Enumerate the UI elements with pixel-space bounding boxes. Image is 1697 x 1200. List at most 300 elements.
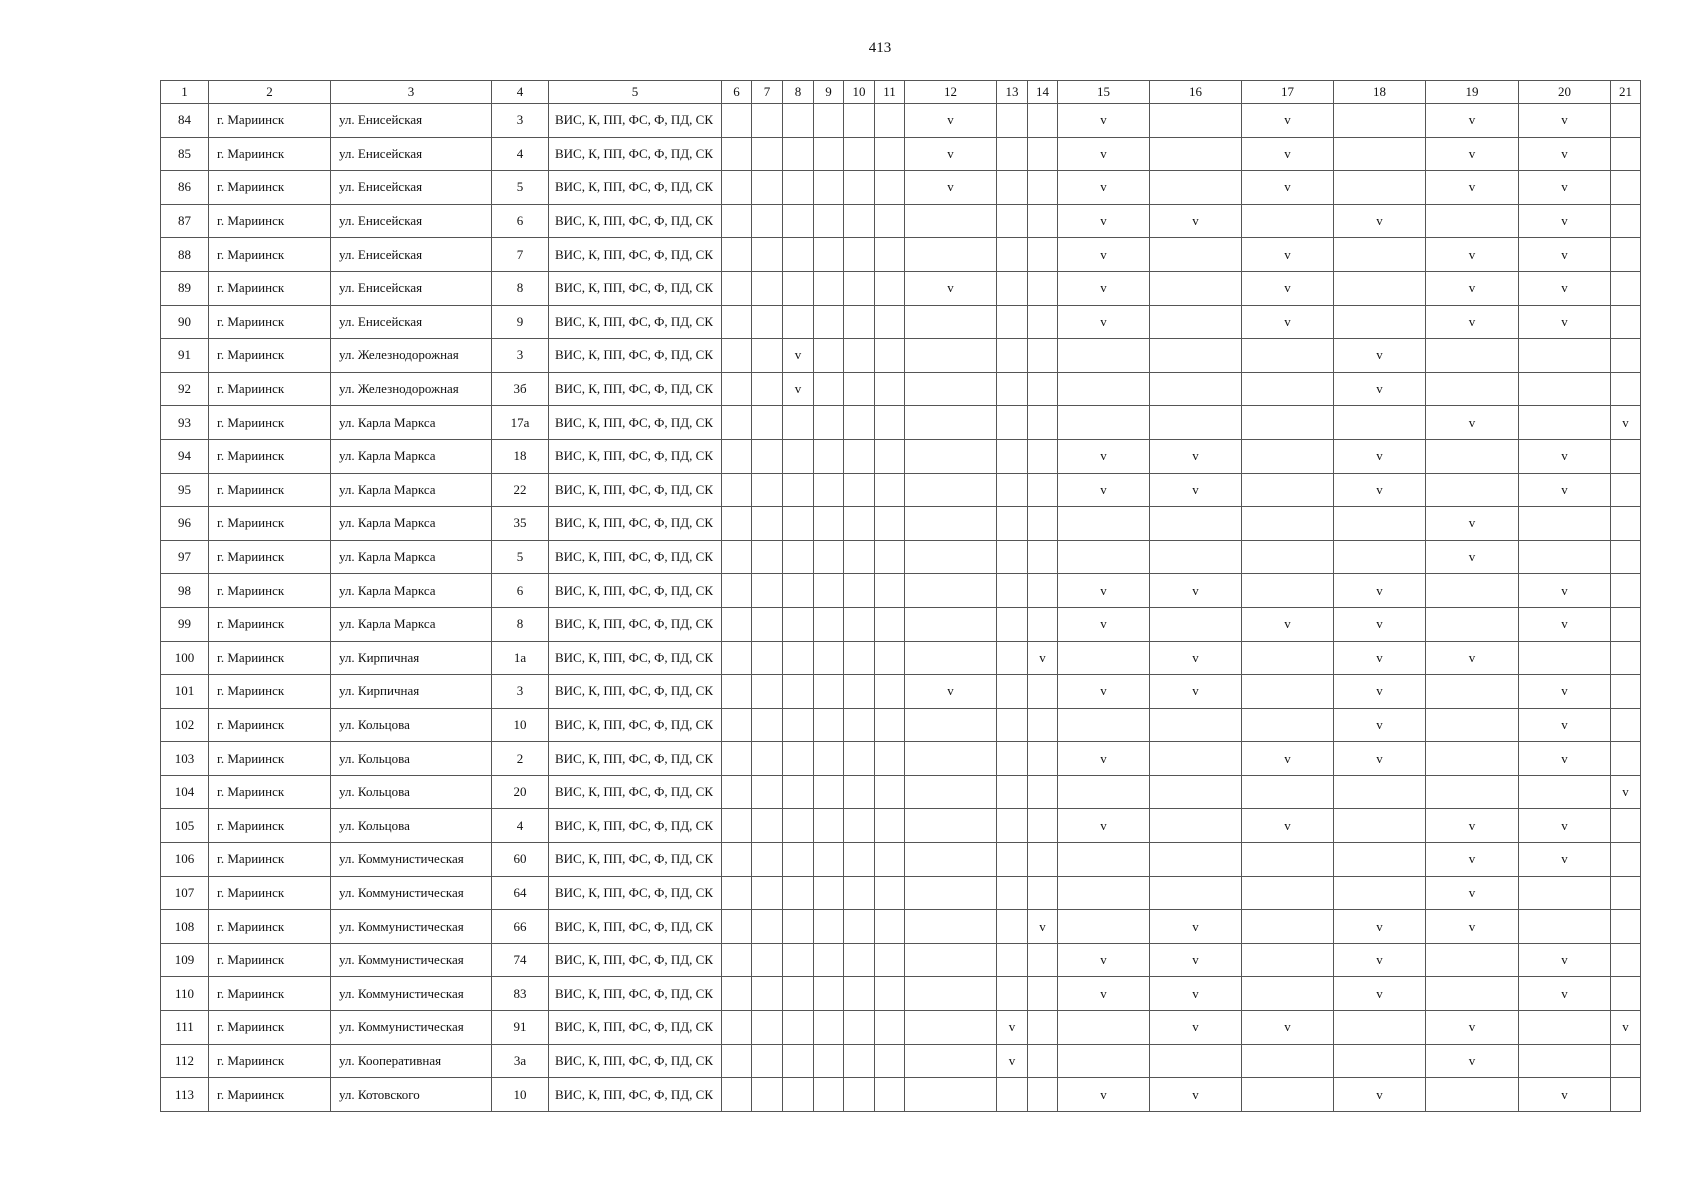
empty-cell <box>1242 1044 1334 1078</box>
empty-cell <box>783 742 814 776</box>
empty-cell <box>844 809 875 843</box>
house-number-cell: 3 <box>492 339 549 373</box>
table-row <box>161 977 1641 1011</box>
street-cell: ул. Кольцова <box>331 809 492 843</box>
empty-cell <box>1611 607 1641 641</box>
empty-cell <box>905 372 997 406</box>
empty-cell <box>875 876 905 910</box>
empty-cell <box>1334 406 1426 440</box>
house-number-cell: 3б <box>492 372 549 406</box>
empty-cell <box>1611 271 1641 305</box>
empty-cell <box>722 809 752 843</box>
empty-cell <box>1028 574 1058 608</box>
check-mark-cell: v <box>1334 708 1426 742</box>
city-cell: г. Мариинск <box>209 1044 331 1078</box>
empty-cell <box>1611 809 1641 843</box>
row-number-cell: 84 <box>161 104 209 138</box>
empty-cell <box>1150 238 1242 272</box>
empty-cell <box>1611 137 1641 171</box>
empty-cell <box>997 171 1028 205</box>
table-row <box>161 271 1641 305</box>
check-mark-cell: v <box>905 675 997 709</box>
empty-cell <box>875 809 905 843</box>
table-row <box>161 473 1641 507</box>
column-header: 9 <box>814 81 844 104</box>
empty-cell <box>1058 507 1150 541</box>
work-types-cell: ВИС, К, ПП, ФС, Ф, ПД, СК <box>549 910 722 944</box>
empty-cell <box>997 540 1028 574</box>
city-cell: г. Мариинск <box>209 339 331 373</box>
work-types-cell: ВИС, К, ПП, ФС, Ф, ПД, СК <box>549 775 722 809</box>
check-mark-cell: v <box>1150 641 1242 675</box>
empty-cell <box>875 540 905 574</box>
empty-cell <box>814 607 844 641</box>
check-mark-cell: v <box>1334 574 1426 608</box>
check-mark-cell: v <box>997 1044 1028 1078</box>
column-header: 17 <box>1242 81 1334 104</box>
empty-cell <box>783 406 814 440</box>
empty-cell <box>722 910 752 944</box>
empty-cell <box>875 171 905 205</box>
city-cell: г. Мариинск <box>209 775 331 809</box>
check-mark-cell: v <box>1058 171 1150 205</box>
empty-cell <box>1028 439 1058 473</box>
check-mark-cell: v <box>1519 204 1611 238</box>
check-mark-cell: v <box>1150 977 1242 1011</box>
empty-cell <box>1058 641 1150 675</box>
empty-cell <box>1150 775 1242 809</box>
table-row <box>161 406 1641 440</box>
empty-cell <box>814 910 844 944</box>
column-header: 7 <box>752 81 783 104</box>
city-cell: г. Мариинск <box>209 641 331 675</box>
empty-cell <box>1611 943 1641 977</box>
empty-cell <box>1611 977 1641 1011</box>
city-cell: г. Мариинск <box>209 204 331 238</box>
empty-cell <box>752 238 783 272</box>
work-types-cell: ВИС, К, ПП, ФС, Ф, ПД, СК <box>549 104 722 138</box>
house-number-cell: 22 <box>492 473 549 507</box>
empty-cell <box>722 204 752 238</box>
empty-cell <box>1150 305 1242 339</box>
empty-cell <box>722 977 752 1011</box>
row-number-cell: 108 <box>161 910 209 944</box>
check-mark-cell: v <box>1426 843 1519 877</box>
check-mark-cell: v <box>1058 137 1150 171</box>
work-types-cell: ВИС, К, ПП, ФС, Ф, ПД, СК <box>549 708 722 742</box>
check-mark-cell: v <box>1242 271 1334 305</box>
table-row <box>161 540 1641 574</box>
check-mark-cell: v <box>1334 943 1426 977</box>
empty-cell <box>814 406 844 440</box>
empty-cell <box>814 137 844 171</box>
check-mark-cell: v <box>1426 876 1519 910</box>
column-header: 12 <box>905 81 997 104</box>
check-mark-cell: v <box>1150 943 1242 977</box>
row-number-cell: 90 <box>161 305 209 339</box>
empty-cell <box>814 104 844 138</box>
house-number-cell: 6 <box>492 574 549 608</box>
empty-cell <box>814 843 844 877</box>
check-mark-cell: v <box>1058 977 1150 1011</box>
empty-cell <box>997 238 1028 272</box>
check-mark-cell: v <box>1058 204 1150 238</box>
empty-cell <box>844 171 875 205</box>
check-mark-cell: v <box>1519 271 1611 305</box>
empty-cell <box>783 775 814 809</box>
city-cell: г. Мариинск <box>209 137 331 171</box>
empty-cell <box>905 238 997 272</box>
empty-cell <box>1150 104 1242 138</box>
empty-cell <box>844 305 875 339</box>
empty-cell <box>875 910 905 944</box>
work-types-cell: ВИС, К, ПП, ФС, Ф, ПД, СК <box>549 1044 722 1078</box>
street-cell: ул. Енисейская <box>331 104 492 138</box>
column-header: 5 <box>549 81 722 104</box>
empty-cell <box>905 473 997 507</box>
check-mark-cell: v <box>1519 439 1611 473</box>
house-number-cell: 35 <box>492 507 549 541</box>
empty-cell <box>905 204 997 238</box>
empty-cell <box>844 641 875 675</box>
empty-cell <box>905 439 997 473</box>
check-mark-cell: v <box>1334 910 1426 944</box>
empty-cell <box>875 675 905 709</box>
empty-cell <box>905 809 997 843</box>
city-cell: г. Мариинск <box>209 708 331 742</box>
empty-cell <box>1426 943 1519 977</box>
table-row <box>161 675 1641 709</box>
empty-cell <box>875 204 905 238</box>
street-cell: ул. Карла Маркса <box>331 574 492 608</box>
check-mark-cell: v <box>1058 574 1150 608</box>
empty-cell <box>905 943 997 977</box>
house-number-cell: 5 <box>492 171 549 205</box>
check-mark-cell: v <box>1150 439 1242 473</box>
empty-cell <box>1611 843 1641 877</box>
house-number-cell: 20 <box>492 775 549 809</box>
empty-cell <box>1519 507 1611 541</box>
column-header: 1 <box>161 81 209 104</box>
check-mark-cell: v <box>1058 439 1150 473</box>
empty-cell <box>722 104 752 138</box>
work-types-cell: ВИС, К, ПП, ФС, Ф, ПД, СК <box>549 1078 722 1112</box>
check-mark-cell: v <box>1519 473 1611 507</box>
empty-cell <box>997 104 1028 138</box>
empty-cell <box>722 876 752 910</box>
empty-cell <box>1242 775 1334 809</box>
work-types-cell: ВИС, К, ПП, ФС, Ф, ПД, СК <box>549 977 722 1011</box>
header-row <box>161 81 1641 104</box>
check-mark-cell: v <box>1519 977 1611 1011</box>
city-cell: г. Мариинск <box>209 104 331 138</box>
empty-cell <box>722 271 752 305</box>
empty-cell <box>752 910 783 944</box>
empty-cell <box>722 473 752 507</box>
check-mark-cell: v <box>1519 708 1611 742</box>
street-cell: ул. Железнодорожная <box>331 372 492 406</box>
table-row <box>161 607 1641 641</box>
check-mark-cell: v <box>1519 574 1611 608</box>
column-header: 19 <box>1426 81 1519 104</box>
column-header: 3 <box>331 81 492 104</box>
empty-cell <box>1242 843 1334 877</box>
empty-cell <box>1426 708 1519 742</box>
street-cell: ул. Енисейская <box>331 271 492 305</box>
empty-cell <box>844 775 875 809</box>
empty-cell <box>875 372 905 406</box>
empty-cell <box>783 540 814 574</box>
row-number-cell: 91 <box>161 339 209 373</box>
empty-cell <box>814 876 844 910</box>
empty-cell <box>1242 372 1334 406</box>
empty-cell <box>783 607 814 641</box>
empty-cell <box>814 1011 844 1045</box>
street-cell: ул. Енисейская <box>331 204 492 238</box>
column-header: 18 <box>1334 81 1426 104</box>
house-number-cell: 10 <box>492 1078 549 1112</box>
city-cell: г. Мариинск <box>209 1078 331 1112</box>
empty-cell <box>1334 843 1426 877</box>
empty-cell <box>1028 843 1058 877</box>
empty-cell <box>1242 876 1334 910</box>
empty-cell <box>905 406 997 440</box>
street-cell: ул. Котовского <box>331 1078 492 1112</box>
empty-cell <box>1519 775 1611 809</box>
empty-cell <box>875 406 905 440</box>
check-mark-cell: v <box>1519 742 1611 776</box>
empty-cell <box>1150 1044 1242 1078</box>
empty-cell <box>1611 305 1641 339</box>
empty-cell <box>997 742 1028 776</box>
city-cell: г. Мариинск <box>209 742 331 776</box>
empty-cell <box>844 372 875 406</box>
empty-cell <box>1150 843 1242 877</box>
empty-cell <box>844 742 875 776</box>
table-row <box>161 171 1641 205</box>
street-cell: ул. Коммунистическая <box>331 943 492 977</box>
check-mark-cell: v <box>1519 607 1611 641</box>
table-row <box>161 372 1641 406</box>
house-number-cell: 2 <box>492 742 549 776</box>
empty-cell <box>844 137 875 171</box>
house-number-cell: 3 <box>492 104 549 138</box>
empty-cell <box>1242 943 1334 977</box>
empty-cell <box>1519 641 1611 675</box>
check-mark-cell: v <box>905 137 997 171</box>
check-mark-cell: v <box>1334 607 1426 641</box>
empty-cell <box>997 406 1028 440</box>
street-cell: ул. Карла Маркса <box>331 406 492 440</box>
row-number-cell: 109 <box>161 943 209 977</box>
house-number-cell: 60 <box>492 843 549 877</box>
empty-cell <box>997 708 1028 742</box>
check-mark-cell: v <box>1426 406 1519 440</box>
row-number-cell: 99 <box>161 607 209 641</box>
table-row <box>161 1078 1641 1112</box>
empty-cell <box>1611 372 1641 406</box>
column-header: 4 <box>492 81 549 104</box>
empty-cell <box>752 473 783 507</box>
empty-cell <box>752 742 783 776</box>
empty-cell <box>814 305 844 339</box>
street-cell: ул. Енисейская <box>331 238 492 272</box>
check-mark-cell: v <box>1058 809 1150 843</box>
check-mark-cell: v <box>1150 473 1242 507</box>
row-number-cell: 105 <box>161 809 209 843</box>
check-mark-cell: v <box>1242 809 1334 843</box>
empty-cell <box>905 1044 997 1078</box>
check-mark-cell: v <box>905 271 997 305</box>
empty-cell <box>722 574 752 608</box>
check-mark-cell: v <box>1242 1011 1334 1045</box>
check-mark-cell: v <box>1058 473 1150 507</box>
empty-cell <box>1150 372 1242 406</box>
work-types-cell: ВИС, К, ПП, ФС, Ф, ПД, СК <box>549 675 722 709</box>
empty-cell <box>752 809 783 843</box>
empty-cell <box>1334 238 1426 272</box>
empty-cell <box>752 1078 783 1112</box>
empty-cell <box>1426 742 1519 776</box>
check-mark-cell: v <box>1242 238 1334 272</box>
empty-cell <box>997 775 1028 809</box>
check-mark-cell: v <box>1426 1044 1519 1078</box>
check-mark-cell: v <box>1519 809 1611 843</box>
city-cell: г. Мариинск <box>209 876 331 910</box>
table-row <box>161 809 1641 843</box>
empty-cell <box>814 1078 844 1112</box>
city-cell: г. Мариинск <box>209 372 331 406</box>
empty-cell <box>1028 775 1058 809</box>
empty-cell <box>1028 1044 1058 1078</box>
work-types-cell: ВИС, К, ПП, ФС, Ф, ПД, СК <box>549 339 722 373</box>
empty-cell <box>844 1011 875 1045</box>
empty-cell <box>752 305 783 339</box>
check-mark-cell: v <box>1150 204 1242 238</box>
empty-cell <box>1058 540 1150 574</box>
empty-cell <box>1426 439 1519 473</box>
empty-cell <box>1028 171 1058 205</box>
empty-cell <box>1426 339 1519 373</box>
empty-cell <box>1611 204 1641 238</box>
empty-cell <box>1611 1078 1641 1112</box>
empty-cell <box>1150 607 1242 641</box>
street-cell: ул. Карла Маркса <box>331 540 492 574</box>
empty-cell <box>1242 439 1334 473</box>
city-cell: г. Мариинск <box>209 305 331 339</box>
empty-cell <box>844 406 875 440</box>
empty-cell <box>1334 305 1426 339</box>
row-number-cell: 88 <box>161 238 209 272</box>
empty-cell <box>1150 742 1242 776</box>
empty-cell <box>814 809 844 843</box>
empty-cell <box>1334 876 1426 910</box>
empty-cell <box>783 943 814 977</box>
empty-cell <box>814 372 844 406</box>
empty-cell <box>752 104 783 138</box>
empty-cell <box>783 876 814 910</box>
check-mark-cell: v <box>1334 1078 1426 1112</box>
empty-cell <box>997 607 1028 641</box>
city-cell: г. Мариинск <box>209 977 331 1011</box>
empty-cell <box>722 540 752 574</box>
work-types-cell: ВИС, К, ПП, ФС, Ф, ПД, СК <box>549 641 722 675</box>
empty-cell <box>1611 742 1641 776</box>
empty-cell <box>783 439 814 473</box>
empty-cell <box>1242 339 1334 373</box>
house-number-cell: 17а <box>492 406 549 440</box>
check-mark-cell: v <box>1150 574 1242 608</box>
empty-cell <box>844 1078 875 1112</box>
empty-cell <box>905 574 997 608</box>
work-types-cell: ВИС, К, ПП, ФС, Ф, ПД, СК <box>549 809 722 843</box>
row-number-cell: 98 <box>161 574 209 608</box>
column-header: 21 <box>1611 81 1641 104</box>
house-number-cell: 5 <box>492 540 549 574</box>
table-row <box>161 641 1641 675</box>
work-types-cell: ВИС, К, ПП, ФС, Ф, ПД, СК <box>549 876 722 910</box>
empty-cell <box>1611 339 1641 373</box>
empty-cell <box>1611 876 1641 910</box>
empty-cell <box>1242 574 1334 608</box>
empty-cell <box>1334 809 1426 843</box>
empty-cell <box>783 910 814 944</box>
empty-cell <box>1611 675 1641 709</box>
empty-cell <box>1426 607 1519 641</box>
empty-cell <box>875 238 905 272</box>
work-types-cell: ВИС, К, ПП, ФС, Ф, ПД, СК <box>549 439 722 473</box>
empty-cell <box>814 675 844 709</box>
empty-cell <box>752 507 783 541</box>
empty-cell <box>905 910 997 944</box>
street-cell: ул. Коммунистическая <box>331 910 492 944</box>
empty-cell <box>875 1011 905 1045</box>
empty-cell <box>814 943 844 977</box>
empty-cell <box>1242 977 1334 1011</box>
column-header: 10 <box>844 81 875 104</box>
check-mark-cell: v <box>1611 775 1641 809</box>
empty-cell <box>1242 708 1334 742</box>
empty-cell <box>1058 339 1150 373</box>
empty-cell <box>1611 238 1641 272</box>
empty-cell <box>814 977 844 1011</box>
empty-cell <box>875 305 905 339</box>
empty-cell <box>1519 876 1611 910</box>
row-number-cell: 96 <box>161 507 209 541</box>
street-cell: ул. Кольцова <box>331 708 492 742</box>
empty-cell <box>722 1011 752 1045</box>
house-number-cell: 64 <box>492 876 549 910</box>
work-types-cell: ВИС, К, ПП, ФС, Ф, ПД, СК <box>549 742 722 776</box>
empty-cell <box>1242 1078 1334 1112</box>
empty-cell <box>1519 1044 1611 1078</box>
check-mark-cell: v <box>1519 171 1611 205</box>
empty-cell <box>1028 137 1058 171</box>
house-number-cell: 4 <box>492 809 549 843</box>
check-mark-cell: v <box>905 104 997 138</box>
row-number-cell: 89 <box>161 271 209 305</box>
empty-cell <box>905 843 997 877</box>
city-cell: г. Мариинск <box>209 171 331 205</box>
empty-cell <box>1611 641 1641 675</box>
empty-cell <box>997 439 1028 473</box>
empty-cell <box>783 843 814 877</box>
check-mark-cell: v <box>1426 641 1519 675</box>
house-number-cell: 66 <box>492 910 549 944</box>
check-mark-cell: v <box>1519 843 1611 877</box>
table-row <box>161 104 1641 138</box>
column-header: 16 <box>1150 81 1242 104</box>
